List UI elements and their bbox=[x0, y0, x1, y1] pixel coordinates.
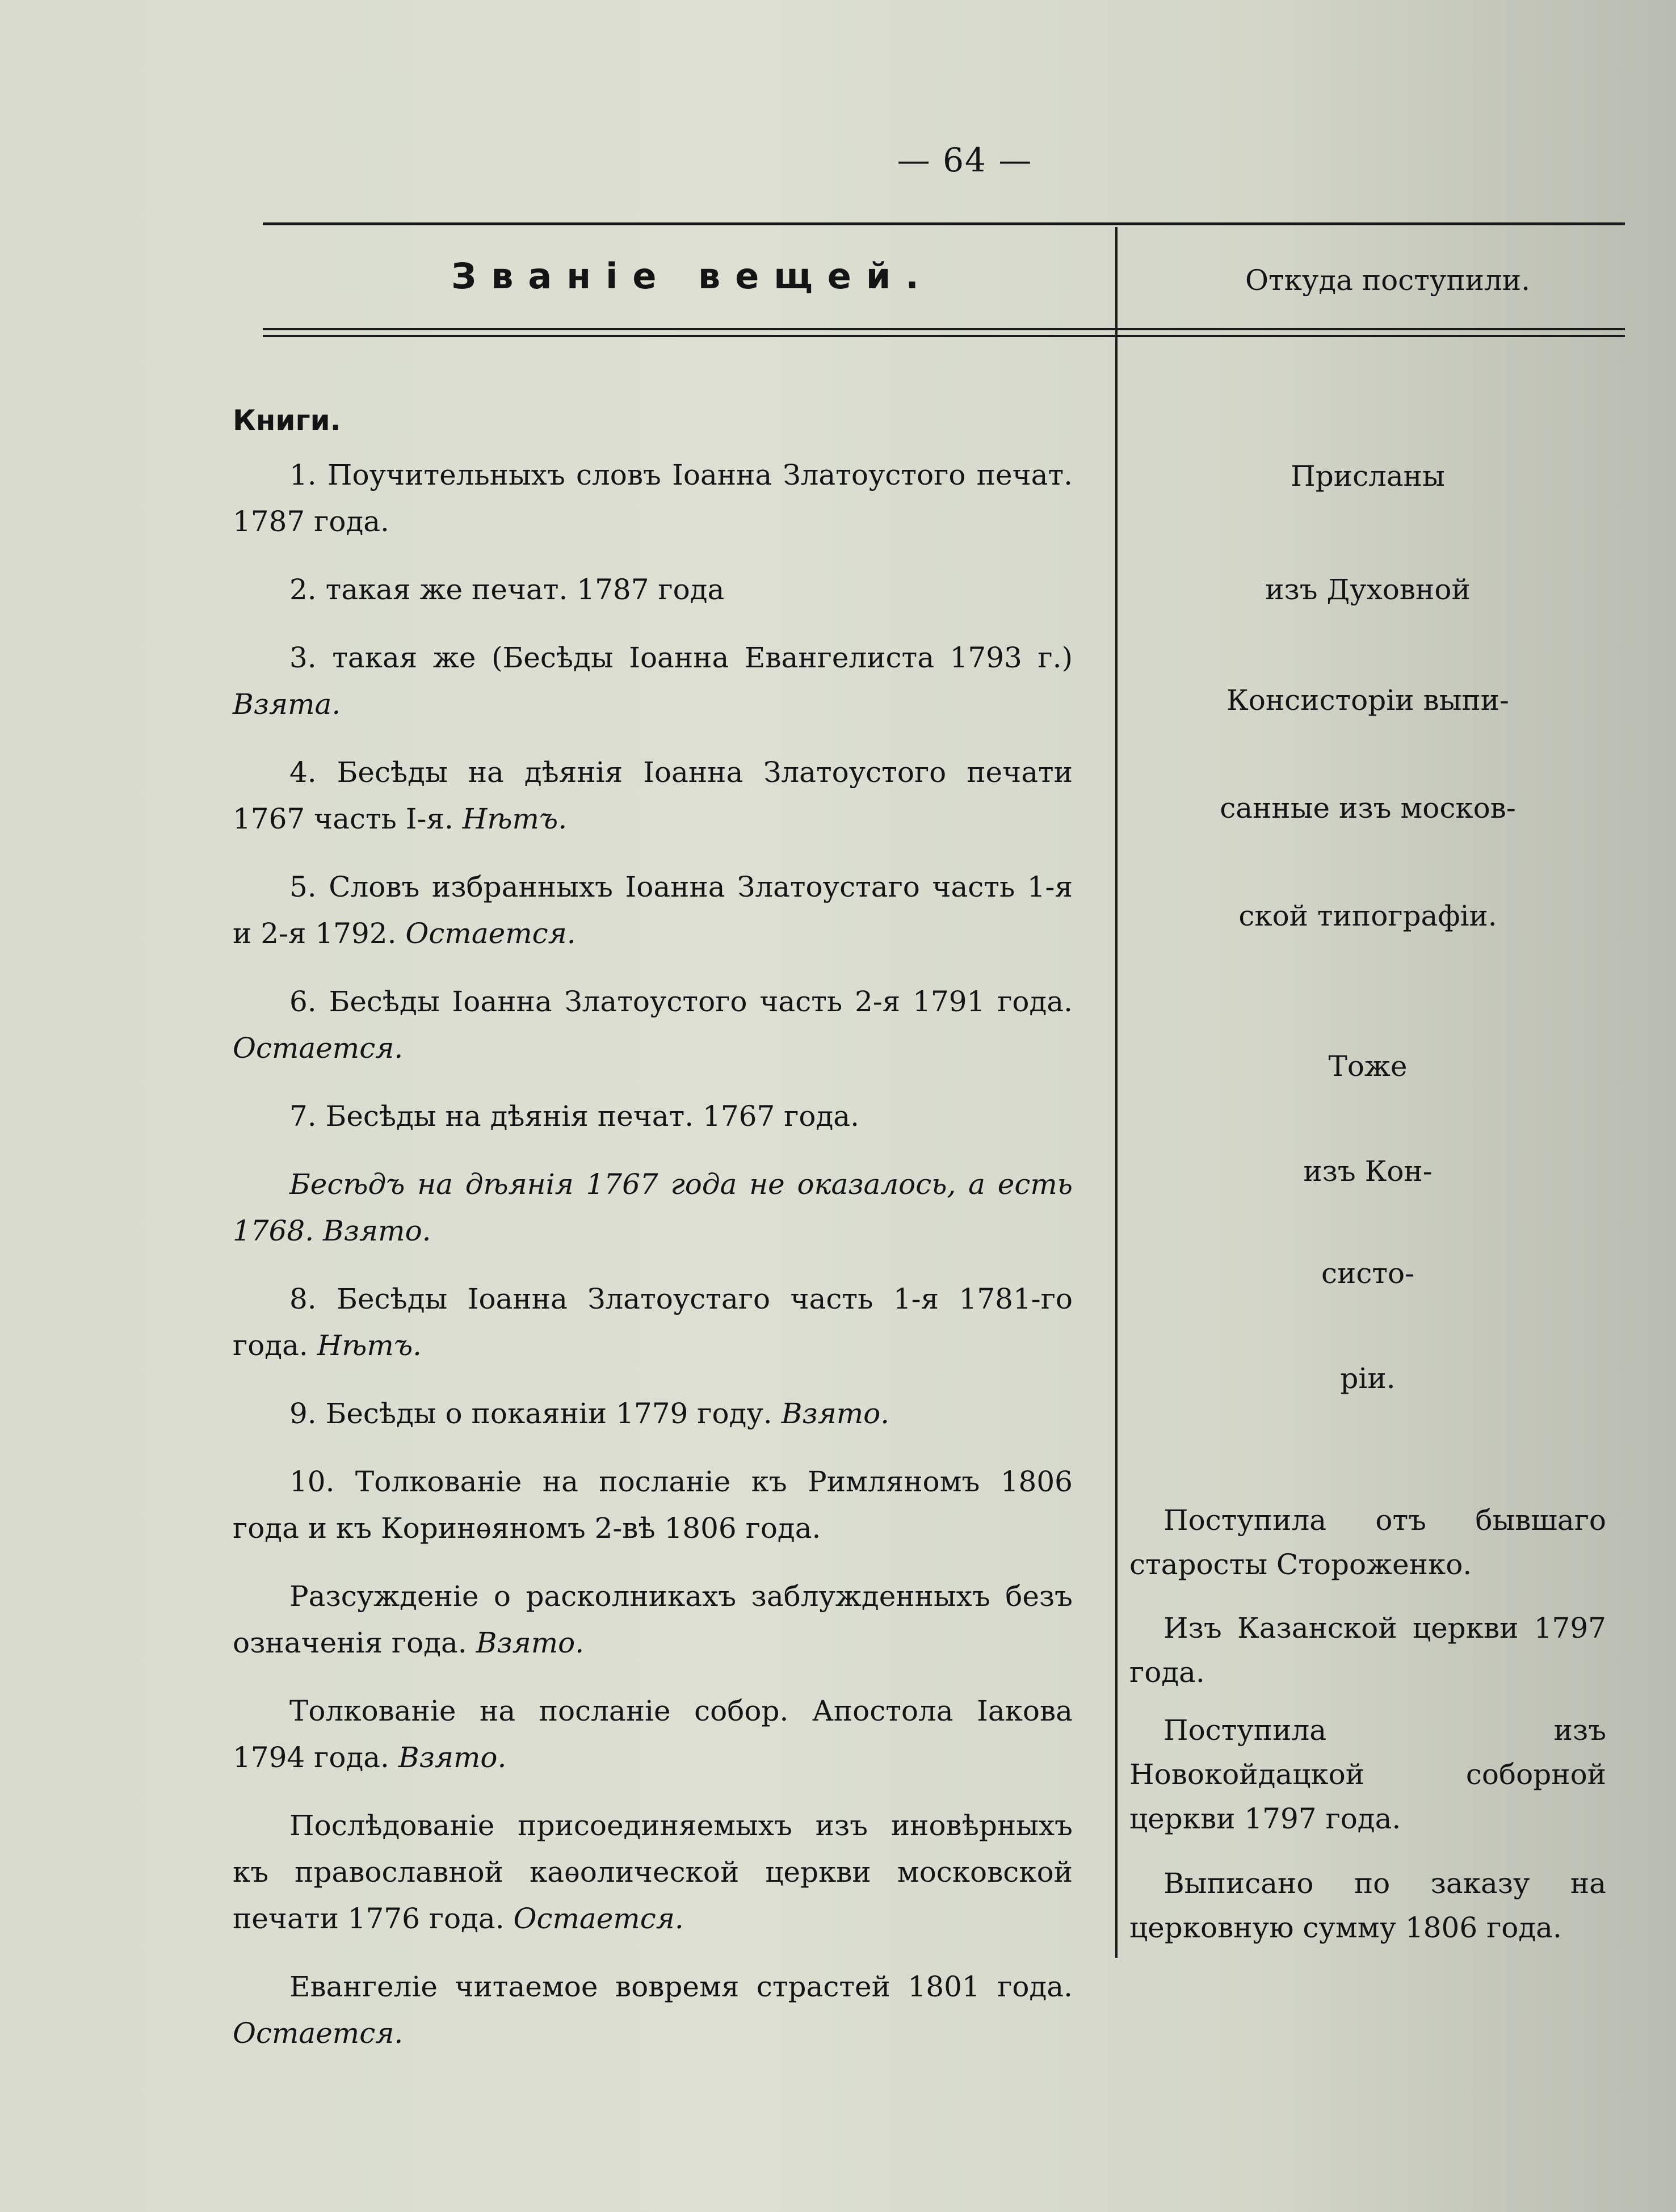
header-double-rule-top bbox=[263, 328, 1625, 330]
list-item: Евангеліе читаемое вовремя страстей 1801 года. Остается. bbox=[233, 1970, 1073, 2050]
item-status: Взято. bbox=[476, 1626, 585, 1659]
source-entry: изъ Духовной bbox=[1265, 573, 1471, 606]
column-divider bbox=[1115, 227, 1118, 1958]
item-status: Нѣтъ. bbox=[317, 1329, 422, 1362]
list-item: Послѣдованіе присоединяемыхъ изъ иновѣрныхъ къ православной каѳолической церкви московской печати 1776 года. Остается. bbox=[233, 1809, 1073, 1935]
item-status: Взята. bbox=[233, 688, 341, 721]
item-status: Взято. bbox=[781, 1397, 890, 1430]
item-status: Остается. bbox=[233, 1032, 404, 1065]
source-entry: Присланы bbox=[1291, 460, 1445, 493]
items-column bbox=[233, 397, 1073, 2078]
list-item: 1. Поучительныхъ словъ Іоанна Златоустого печат. 1787 года. bbox=[233, 459, 1073, 538]
list-item: 7. Бесѣды на дѣянія печат. 1767 года. bbox=[289, 1100, 859, 1133]
source-entry: ской типографіи. bbox=[1238, 899, 1497, 932]
item-status: Остается. bbox=[233, 2017, 404, 2050]
item-status: Остается. bbox=[405, 917, 576, 950]
source-entry: Тоже bbox=[1328, 1050, 1408, 1083]
list-item: 10. Толкованіе на посланіе къ Римляномъ 1806 года и къ Коринѳяномъ 2-вѣ 1806 года. bbox=[233, 1465, 1073, 1545]
section-title-books: Книги. bbox=[233, 404, 341, 437]
list-item: 2. такая же печат. 1787 года bbox=[289, 573, 725, 606]
item-status: Остается. bbox=[513, 1902, 684, 1935]
source-entry: Поступила изъ Новокойдацкой соборной церкви 1797 года. bbox=[1129, 1714, 1606, 1835]
item-status: Взято. bbox=[398, 1741, 507, 1774]
list-item: 5. Словъ избранныхъ Іоанна Златоустаго часть 1-я и 2-я 1792. Остается. bbox=[233, 870, 1073, 950]
top-rule bbox=[263, 222, 1625, 225]
source-entry: Изъ Казанской церкви 1797 года. bbox=[1129, 1612, 1606, 1689]
source-entry: Выписано по заказу на церковную сумму 1806 года. bbox=[1129, 1867, 1606, 1944]
list-item: Толкованіе на посланіе собор. Апостола Іакова 1794 года. Взято. bbox=[233, 1694, 1073, 1774]
header-double-rule-bottom bbox=[263, 335, 1625, 337]
header-source-column: Откуда поступили. bbox=[1245, 264, 1530, 297]
list-item: 8. Бесѣды Іоанна Златоустаго часть 1-я 1781-го года. Нѣтъ. bbox=[233, 1282, 1073, 1362]
header-items-column: Званіе вещей. bbox=[451, 255, 934, 297]
source-entry: Консисторіи выпи- bbox=[1226, 684, 1509, 717]
list-item: 9. Бесѣды о покаяніи 1779 году. Взято. bbox=[289, 1397, 890, 1430]
source-entry: санные изъ москов- bbox=[1220, 792, 1516, 825]
source-entry: систо- bbox=[1321, 1257, 1414, 1290]
item-status: Нѣтъ. bbox=[462, 802, 568, 835]
source-entry: изъ Кон- bbox=[1303, 1155, 1433, 1188]
list-item: 3. такая же (Бесѣды Іоанна Евангелиста 1793 г.) Взята. bbox=[233, 641, 1073, 721]
list-item: 6. Бесѣды Іоанна Златоустого часть 2-я 1791 года. Остается. bbox=[233, 985, 1073, 1065]
page-number: — 64 — bbox=[897, 141, 1033, 179]
list-item: Разсужденіе о расколникахъ заблужденныхъ безъ означенія года. Взято. bbox=[233, 1580, 1073, 1659]
source-entry: Поступила отъ бывшаго старосты Стороженко. bbox=[1129, 1504, 1606, 1581]
list-item: 4. Бесѣды на дѣянія Іоанна Златоустого печати 1767 часть І-я. Нѣтъ. bbox=[233, 756, 1073, 835]
list-item-note: Бесѣдъ на дѣянія 1767 года не оказалось, а есть 1768. Взято. bbox=[233, 1168, 1073, 1247]
source-entry: ріи. bbox=[1340, 1362, 1396, 1395]
